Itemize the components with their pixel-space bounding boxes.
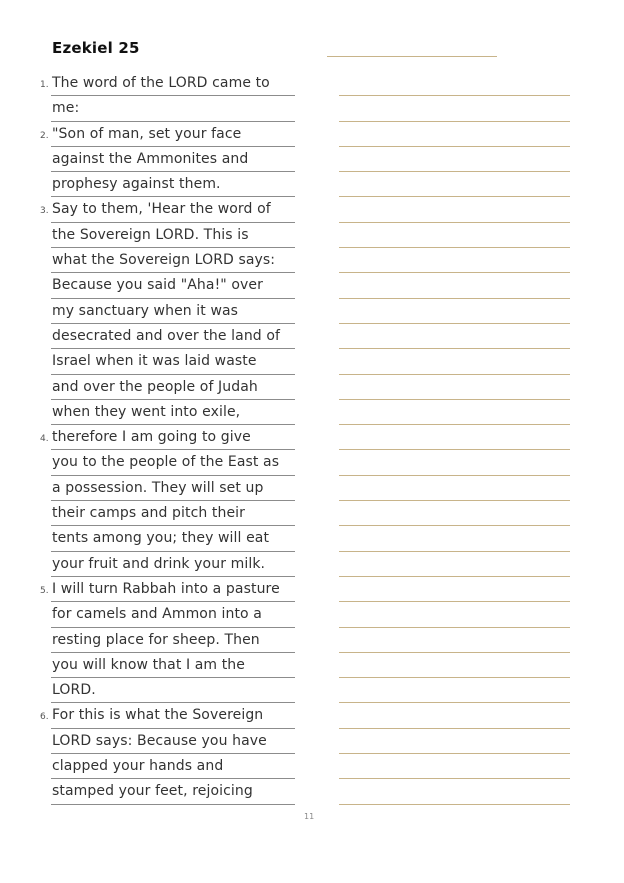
writing-line[interactable] — [339, 501, 570, 526]
writing-line[interactable] — [339, 400, 570, 425]
verse-number: 1. — [40, 80, 49, 90]
verse-text: Israel when it was laid waste — [52, 353, 257, 370]
writing-line[interactable] — [339, 628, 570, 653]
writing-line[interactable] — [339, 197, 570, 222]
verse-number: 6. — [40, 712, 49, 723]
verse-line — [0, 552, 310, 577]
verse-text: LORD. — [52, 682, 96, 699]
writing-line[interactable] — [339, 375, 570, 400]
verse-text: your fruit and drink your milk. — [52, 555, 266, 572]
verse-line — [0, 653, 310, 678]
verse-line — [0, 703, 310, 728]
writing-line[interactable] — [339, 324, 570, 349]
verse-text: what the Sovereign LORD says: — [52, 252, 276, 269]
writing-line[interactable] — [339, 147, 570, 172]
writing-line[interactable] — [339, 223, 570, 248]
page-number: 11 — [304, 812, 315, 821]
verse-line — [0, 526, 310, 551]
verse-line — [0, 779, 310, 804]
verse-text: when they went into exile, — [52, 403, 241, 420]
verse-line — [0, 273, 310, 298]
verse-line — [0, 96, 310, 121]
writing-line[interactable] — [339, 754, 570, 779]
verse-text: therefore I am going to give — [52, 429, 251, 446]
verse-line — [0, 71, 310, 96]
verse-line — [0, 425, 310, 450]
verse-text: the Sovereign LORD. This is — [52, 226, 249, 243]
writing-line[interactable] — [339, 425, 570, 450]
verse-text: you will know that I am the — [52, 656, 245, 673]
verse-text: their camps and pitch their — [52, 505, 246, 522]
title-writing-line — [327, 56, 497, 57]
verse-text: tents among you; they will eat — [52, 530, 270, 547]
verse-text-column — [0, 71, 310, 805]
verse-text: desecrated and over the land of — [52, 327, 281, 344]
verse-number: 5. — [40, 585, 49, 596]
verse-line — [0, 602, 310, 627]
verse-text: clapped your hands and — [52, 758, 224, 775]
verse-text: Because you said "Aha!" over — [52, 277, 263, 294]
page-title: Ezekiel 25 — [52, 39, 140, 57]
verse-line — [0, 122, 310, 147]
writing-line[interactable] — [339, 602, 570, 627]
verse-line — [0, 400, 310, 425]
verse-text: LORD says: Because you have — [52, 732, 267, 749]
verse-line — [0, 678, 310, 703]
verse-text: my sanctuary when it was — [52, 302, 239, 319]
verse-text: a possession. They will set up — [52, 479, 264, 496]
verse-text: "Son of man, set your face — [52, 125, 242, 142]
verse-text: for camels and Ammon into a — [52, 606, 262, 623]
writing-line[interactable] — [339, 526, 570, 551]
verse-line — [0, 223, 310, 248]
verse-line — [0, 450, 310, 475]
verse-text: against the Ammonites and — [52, 150, 249, 167]
verse-text: I will turn Rabbah into a pasture — [52, 580, 280, 597]
verse-text: For this is what the Sovereign — [52, 707, 264, 724]
verse-text: you to the people of the East as — [52, 454, 280, 471]
writing-line[interactable] — [339, 577, 570, 602]
verse-line — [0, 375, 310, 400]
writing-line[interactable] — [339, 273, 570, 298]
writing-line[interactable] — [339, 653, 570, 678]
writing-line[interactable] — [339, 71, 570, 96]
verse-text: prophesy against them. — [52, 176, 221, 193]
writing-line[interactable] — [339, 299, 570, 324]
writing-line[interactable] — [339, 476, 570, 501]
verse-line — [0, 248, 310, 273]
writing-line[interactable] — [339, 729, 570, 754]
verse-text: me: — [52, 100, 80, 117]
verse-text: stamped your feet, rejoicing — [52, 783, 253, 800]
verse-line — [0, 729, 310, 754]
writing-line[interactable] — [339, 349, 570, 374]
verse-line — [0, 628, 310, 653]
verse-line — [0, 754, 310, 779]
writing-line[interactable] — [339, 450, 570, 475]
writing-line[interactable] — [339, 703, 570, 728]
text-underline — [51, 804, 295, 805]
verse-text: resting place for sheep. Then — [52, 631, 260, 648]
verse-number: 4. — [40, 434, 49, 445]
writing-line[interactable] — [339, 552, 570, 577]
writing-line[interactable] — [339, 248, 570, 273]
verse-text: The word of the LORD came to — [52, 75, 270, 91]
writing-line[interactable] — [339, 678, 570, 703]
verse-line — [0, 299, 310, 324]
verse-number: 2. — [40, 130, 49, 141]
writing-line[interactable] — [339, 779, 570, 804]
writing-line[interactable] — [339, 96, 570, 121]
verse-text: and over the people of Judah — [52, 378, 258, 395]
verse-text: Say to them, 'Hear the word of — [52, 201, 271, 218]
verse-line — [0, 501, 310, 526]
writing-practice-column — [339, 71, 570, 805]
verse-line — [0, 349, 310, 374]
verse-line — [0, 476, 310, 501]
verse-line — [0, 577, 310, 602]
verse-line — [0, 147, 310, 172]
verse-line — [0, 172, 310, 197]
writing-line[interactable] — [339, 122, 570, 147]
verse-line — [0, 197, 310, 222]
verse-number: 3. — [40, 206, 49, 217]
writing-line[interactable] — [339, 172, 570, 197]
verse-line — [0, 324, 310, 349]
